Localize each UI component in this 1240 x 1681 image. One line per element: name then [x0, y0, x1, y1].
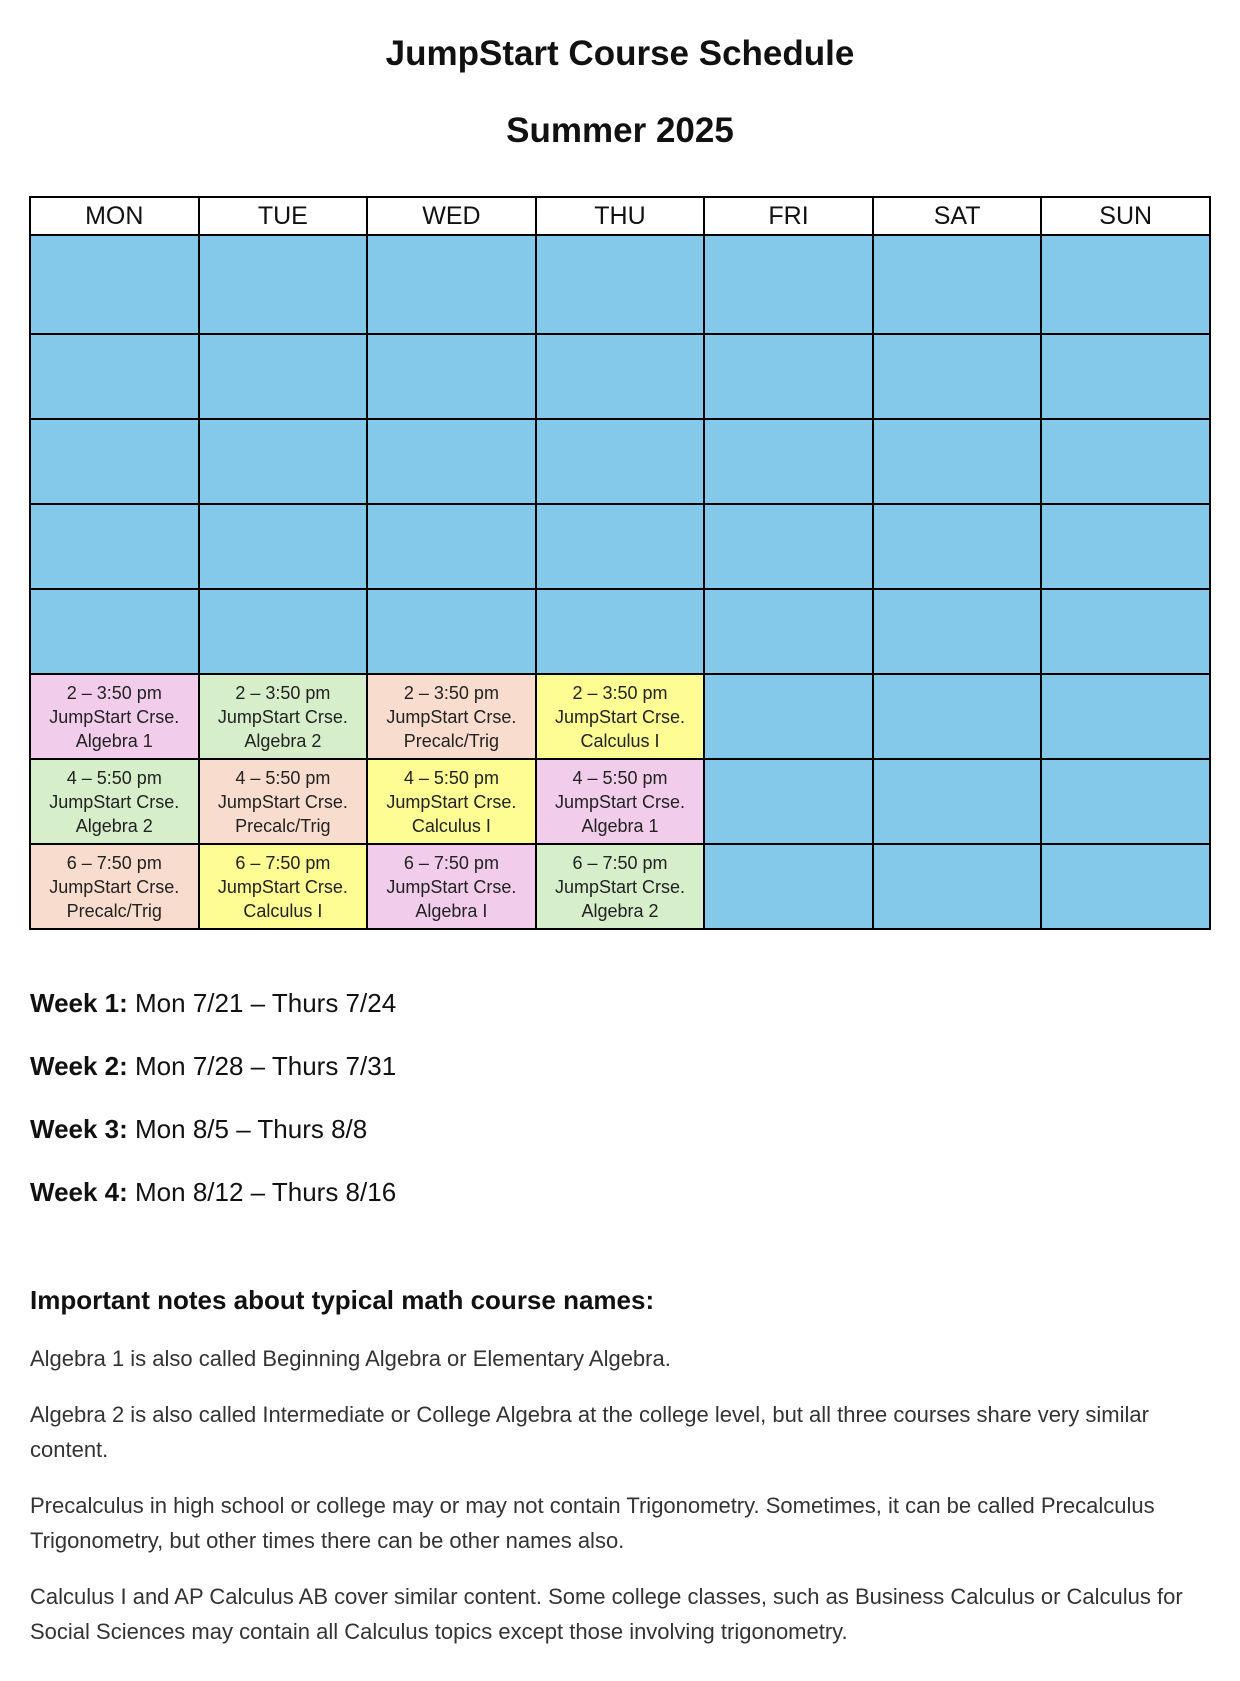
- class-name: JumpStart Crse.: [217, 706, 348, 727]
- calendar-cell-empty: [536, 419, 705, 504]
- week-item: [30, 1114, 1210, 1177]
- calendar-row-2pm: [30, 674, 1210, 759]
- calendar-row: [30, 504, 1210, 589]
- class-time: 2 – 3:50 pm: [572, 682, 668, 703]
- class-time: 4 – 5:50 pm: [235, 767, 331, 788]
- week-dates: Mon 7/28 – Thurs 7/31: [127, 1051, 397, 1081]
- class-course: Calculus I: [243, 900, 323, 921]
- calendar-cell-empty: [873, 334, 1042, 419]
- calendar-cell-empty: [536, 589, 705, 674]
- calendar-cell-empty: [704, 589, 873, 674]
- calendar-cell-empty: [1041, 504, 1210, 589]
- calendar-cell-empty: [30, 504, 199, 589]
- day-header-wed: WED: [367, 197, 536, 235]
- class-time: 6 – 7:50 pm: [235, 852, 331, 873]
- calendar-cell-empty: [30, 334, 199, 419]
- week-dates: Mon 8/12 – Thurs 8/16: [127, 1177, 397, 1207]
- calendar-cell-empty: [199, 504, 368, 589]
- calendar-cell-empty: [1041, 235, 1210, 334]
- calendar-cell-empty: [704, 759, 873, 844]
- page-subtitle: Summer 2025: [506, 111, 734, 150]
- calendar-cell-empty: [367, 334, 536, 419]
- class-block: [536, 844, 705, 929]
- calendar-cell-empty: [30, 235, 199, 334]
- class-time: 2 – 3:50 pm: [403, 682, 499, 703]
- class-block: [536, 674, 705, 759]
- calendar-cell-empty: [1041, 334, 1210, 419]
- class-name: JumpStart Crse.: [386, 876, 517, 897]
- class-name: JumpStart Crse.: [217, 876, 348, 897]
- class-time: 4 – 5:50 pm: [572, 767, 668, 788]
- calendar-row: [30, 235, 1210, 334]
- class-course: Algebra 2: [244, 730, 322, 751]
- class-block: [199, 759, 368, 844]
- calendar-cell-empty: [1041, 419, 1210, 504]
- calendar-cell-empty: [704, 844, 873, 929]
- calendar-row: [30, 589, 1210, 674]
- week-label: Week 1:: [30, 988, 128, 1018]
- calendar-cell-empty: [367, 235, 536, 334]
- note-paragraph: Calculus I and AP Calculus AB cover similar content. Some college classes, such as Business Calculus or Calculus for Social Sciences may contain all Calculus topics except those involving trigonometry.: [30, 1584, 1183, 1644]
- class-time: 4 – 5:50 pm: [66, 767, 162, 788]
- class-time: 2 – 3:50 pm: [235, 682, 331, 703]
- calendar-row-4pm: [30, 759, 1210, 844]
- class-block: [367, 759, 536, 844]
- class-time: 6 – 7:50 pm: [572, 852, 668, 873]
- week-label: Week 3:: [30, 1114, 128, 1144]
- week-label: Week 2:: [30, 1051, 128, 1081]
- class-block: [30, 844, 199, 929]
- class-name: JumpStart Crse.: [49, 706, 180, 727]
- calendar-cell-empty: [704, 334, 873, 419]
- calendar-cell-empty: [873, 844, 1042, 929]
- class-name: JumpStart Crse.: [554, 706, 685, 727]
- calendar-cell-empty: [199, 334, 368, 419]
- calendar-header-row: [30, 197, 1210, 235]
- class-name: JumpStart Crse.: [386, 706, 517, 727]
- class-block: [367, 844, 536, 929]
- class-block: [536, 759, 705, 844]
- class-name: JumpStart Crse.: [217, 791, 348, 812]
- calendar-cell-empty: [367, 589, 536, 674]
- calendar-cell-empty: [704, 419, 873, 504]
- calendar-cell-empty: [873, 504, 1042, 589]
- class-name: JumpStart Crse.: [386, 791, 517, 812]
- calendar-cell-empty: [704, 674, 873, 759]
- week-dates: Mon 8/5 – Thurs 8/8: [127, 1114, 368, 1144]
- week-item: [30, 1177, 1210, 1240]
- calendar-cell-empty: [199, 235, 368, 334]
- note-paragraph: Algebra 2 is also called Intermediate or College Algebra at the college level, but all three courses share very similar content.: [30, 1402, 1149, 1462]
- calendar-cell-empty: [367, 419, 536, 504]
- class-time: 4 – 5:50 pm: [403, 767, 499, 788]
- week-item: [30, 988, 1210, 1051]
- calendar-cell-empty: [704, 504, 873, 589]
- class-time: 6 – 7:50 pm: [403, 852, 499, 873]
- class-course: Precalc/Trig: [235, 815, 331, 836]
- day-header-sat: SAT: [873, 197, 1042, 235]
- calendar-row-6pm: [30, 844, 1210, 929]
- calendar-cell-empty: [30, 589, 199, 674]
- calendar-cell-empty: [1041, 759, 1210, 844]
- calendar-cell-empty: [199, 589, 368, 674]
- note-paragraph: Algebra 1 is also called Beginning Algebra or Elementary Algebra.: [30, 1346, 671, 1371]
- class-block: [367, 674, 536, 759]
- class-name: JumpStart Crse.: [49, 791, 180, 812]
- week-item: [30, 1051, 1210, 1114]
- note-paragraph: Precalculus in high school or college may or may not contain Trigonometry. Sometimes, it can be called Precalculus Trigonometry, but other times there can be other names also.: [30, 1493, 1155, 1553]
- schedule-calendar: [29, 196, 1211, 930]
- calendar-cell-empty: [873, 674, 1042, 759]
- class-course: Precalc/Trig: [66, 900, 162, 921]
- class-block: [199, 844, 368, 929]
- class-name: JumpStart Crse.: [554, 876, 685, 897]
- day-header-mon: MON: [30, 197, 199, 235]
- calendar-cell-empty: [1041, 844, 1210, 929]
- class-course: Calculus I: [411, 815, 491, 836]
- calendar-row: [30, 334, 1210, 419]
- day-header-thu: THU: [536, 197, 705, 235]
- class-time: 6 – 7:50 pm: [66, 852, 162, 873]
- week-label: Week 4:: [30, 1177, 128, 1207]
- calendar-cell-empty: [1041, 589, 1210, 674]
- notes-heading: Important notes about typical math course names:: [30, 1285, 655, 1315]
- class-course: Algebra 2: [581, 900, 659, 921]
- calendar-cell-empty: [536, 235, 705, 334]
- page-title: JumpStart Course Schedule: [385, 34, 855, 73]
- calendar-cell-empty: [704, 235, 873, 334]
- week-list: [30, 988, 1210, 1240]
- course-notes: [30, 1285, 1210, 1670]
- calendar-cell-empty: [367, 504, 536, 589]
- calendar-cell-empty: [536, 334, 705, 419]
- day-header-fri: FRI: [704, 197, 873, 235]
- class-block: [199, 674, 368, 759]
- class-course: Algebra 1: [75, 730, 153, 751]
- class-time: 2 – 3:50 pm: [66, 682, 162, 703]
- day-header-tue: TUE: [199, 197, 368, 235]
- calendar-cell-empty: [873, 419, 1042, 504]
- calendar-row: [30, 419, 1210, 504]
- class-course: Calculus I: [580, 730, 660, 751]
- class-name: JumpStart Crse.: [554, 791, 685, 812]
- class-name: JumpStart Crse.: [49, 876, 180, 897]
- calendar-cell-empty: [536, 504, 705, 589]
- class-block: [30, 759, 199, 844]
- week-dates: Mon 7/21 – Thurs 7/24: [127, 988, 397, 1018]
- calendar-cell-empty: [873, 759, 1042, 844]
- calendar-cell-empty: [1041, 674, 1210, 759]
- calendar-cell-empty: [30, 419, 199, 504]
- class-course: Precalc/Trig: [403, 730, 500, 751]
- calendar-cell-empty: [873, 235, 1042, 334]
- class-course: Algebra I: [415, 900, 488, 921]
- day-header-sun: SUN: [1041, 197, 1210, 235]
- class-course: Algebra 2: [75, 815, 153, 836]
- calendar-cell-empty: [199, 419, 368, 504]
- class-block: [30, 674, 199, 759]
- class-course: Algebra 1: [581, 815, 659, 836]
- calendar-cell-empty: [873, 589, 1042, 674]
